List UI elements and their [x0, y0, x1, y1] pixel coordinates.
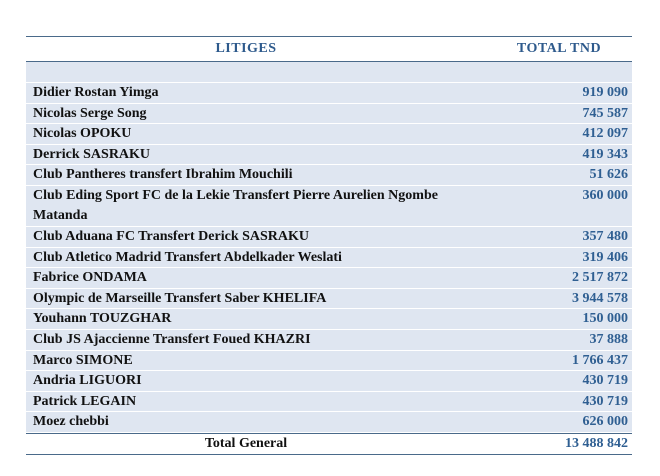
- header-total-tnd: TOTAL TND: [516, 41, 602, 56]
- table-row: [26, 351, 632, 371]
- table-row: [26, 309, 632, 329]
- row-name: Nicolas OPOKU: [33, 126, 132, 142]
- table-row: [26, 186, 632, 226]
- row-value: 430 719: [582, 373, 628, 389]
- row-value: 419 343: [582, 146, 628, 162]
- row-value: 745 587: [582, 105, 628, 121]
- row-name: Nicolas Serge Song: [33, 105, 147, 121]
- table-row: [26, 227, 632, 247]
- row-value: 150 000: [582, 311, 628, 327]
- row-value: 1 766 437: [572, 352, 628, 368]
- total-value: 13 488 842: [565, 435, 628, 451]
- row-name: Olympic de Marseille Transfert Saber KHELIFA: [33, 290, 327, 306]
- table-row: [26, 165, 632, 185]
- table-row: [26, 412, 632, 432]
- row-name: Club Atletico Madrid Transfert Abdelkader Weslati: [33, 249, 342, 265]
- table-row: [26, 330, 632, 350]
- row-value: 626 000: [582, 414, 628, 430]
- row-name: Andria LIGUORI: [33, 373, 142, 389]
- row-name: Didier Rostan Yimga: [33, 85, 159, 100]
- total-row: [26, 433, 632, 455]
- table-row: [26, 289, 632, 309]
- row-name: Club Eding Sport FC de la Lekie Transfert Pierre Aurelien Ngombe Matanda: [33, 187, 438, 223]
- table-row: [26, 104, 632, 124]
- spacer-row: [26, 62, 632, 82]
- row-value: 2 517 872: [572, 270, 628, 286]
- row-name: Youhann TOUZGHAR: [33, 311, 172, 327]
- row-value: 51 626: [589, 167, 628, 183]
- row-name: Club JS Ajaccienne Transfert Foued KHAZRI: [33, 331, 311, 347]
- table-body: [26, 83, 632, 432]
- row-name: Club Pantheres transfert Ibrahim Mouchili: [33, 167, 293, 183]
- row-value: 919 090: [582, 85, 628, 100]
- total-label: Total General: [204, 435, 288, 451]
- table-row: [26, 268, 632, 288]
- table-row: [26, 145, 632, 165]
- table-row: [26, 371, 632, 391]
- row-value: 357 480: [582, 228, 628, 244]
- litiges-table: [26, 36, 632, 455]
- table-row: [26, 83, 632, 103]
- row-value: 3 944 578: [572, 290, 628, 306]
- row-value: 360 000: [582, 187, 628, 203]
- header-litiges: LITIGES: [215, 41, 277, 56]
- row-value: 430 719: [582, 393, 628, 409]
- table-row: [26, 392, 632, 412]
- row-name: Patrick LEGAIN: [33, 393, 137, 409]
- row-name: Marco SIMONE: [33, 352, 133, 368]
- row-name: Club Aduana FC Transfert Derick SASRAKU: [33, 228, 310, 244]
- row-name: Fabrice ONDAMA: [33, 270, 147, 286]
- row-name: Moez chebbi: [33, 414, 109, 430]
- table-row: [26, 124, 632, 144]
- row-value: 412 097: [582, 126, 628, 142]
- row-value: 37 888: [589, 331, 628, 347]
- table-row: [26, 248, 632, 268]
- table-header: [26, 36, 632, 62]
- row-value: 319 406: [582, 249, 628, 265]
- row-name: Derrick SASRAKU: [33, 146, 151, 162]
